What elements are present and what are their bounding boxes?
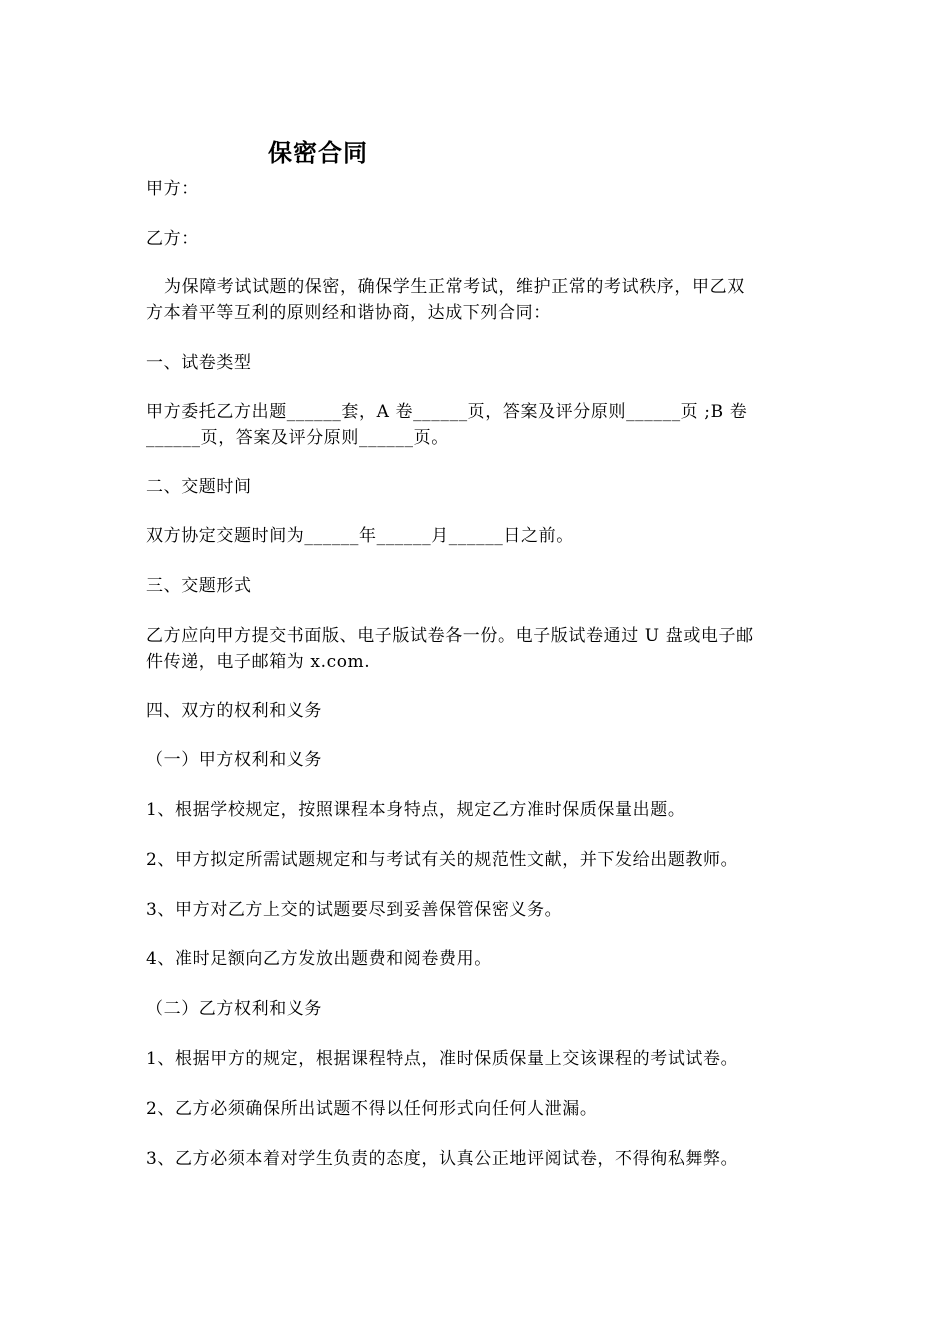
section-heading-3: 三、交题形式 <box>146 576 252 596</box>
section-heading-1: 一、试卷类型 <box>146 353 252 373</box>
preamble-line-2: 方本着平等互利的原则经和谐协商，达成下列合同： <box>146 303 551 323</box>
party-a-duty-4: 4、准时足额向乙方发放出题费和阅卷费用。 <box>146 949 492 969</box>
section-heading-2: 二、交题时间 <box>146 477 252 497</box>
party-b-duty-2: 2、乙方必须确保所出试题不得以任何形式向任何人泄漏。 <box>146 1099 598 1119</box>
subsection-heading-a: （一）甲方权利和义务 <box>146 750 322 770</box>
party-b-duty-1: 1、根据甲方的规定，根据课程特点，准时保质保量上交该课程的考试试卷。 <box>146 1049 739 1069</box>
submission-line-1: 乙方应向甲方提交书面版、电子版试卷各一份。电子版试卷通过 U 盘或电子邮 <box>146 626 754 646</box>
party-b-line: 乙方： <box>146 229 199 249</box>
party-a-duty-3: 3、甲方对乙方上交的试题要尽到妥善保管保密义务。 <box>146 900 563 920</box>
party-a-duty-1: 1、根据学校规定，按照课程本身特点，规定乙方准时保质保量出题。 <box>146 800 686 820</box>
party-a-line: 甲方： <box>146 179 199 199</box>
preamble-line-1: 为保障考试试题的保密，确保学生正常考试，维护正常的考试秩序，甲乙双 <box>164 277 745 297</box>
exam-type-line-1: 甲方委托乙方出题______套，A 卷______页，答案及评分原则______页 ;B 卷 <box>146 402 748 422</box>
deadline-line: 双方协定交题时间为______年______月______日之前。 <box>146 526 574 546</box>
party-a-duty-2: 2、甲方拟定所需试题规定和与考试有关的规范性文献，并下发给出题教师。 <box>146 850 739 870</box>
subsection-heading-b: （二）乙方权利和义务 <box>146 999 322 1019</box>
document-title: 保密合同 <box>268 138 368 167</box>
submission-line-2: 件传递，电子邮箱为 x.com. <box>146 652 371 672</box>
exam-type-line-2: ______页，答案及评分原则______页。 <box>146 428 449 448</box>
section-heading-4: 四、双方的权利和义务 <box>146 701 322 721</box>
party-b-duty-3: 3、乙方必须本着对学生负责的态度，认真公正地评阅试卷，不得徇私舞弊。 <box>146 1149 739 1169</box>
